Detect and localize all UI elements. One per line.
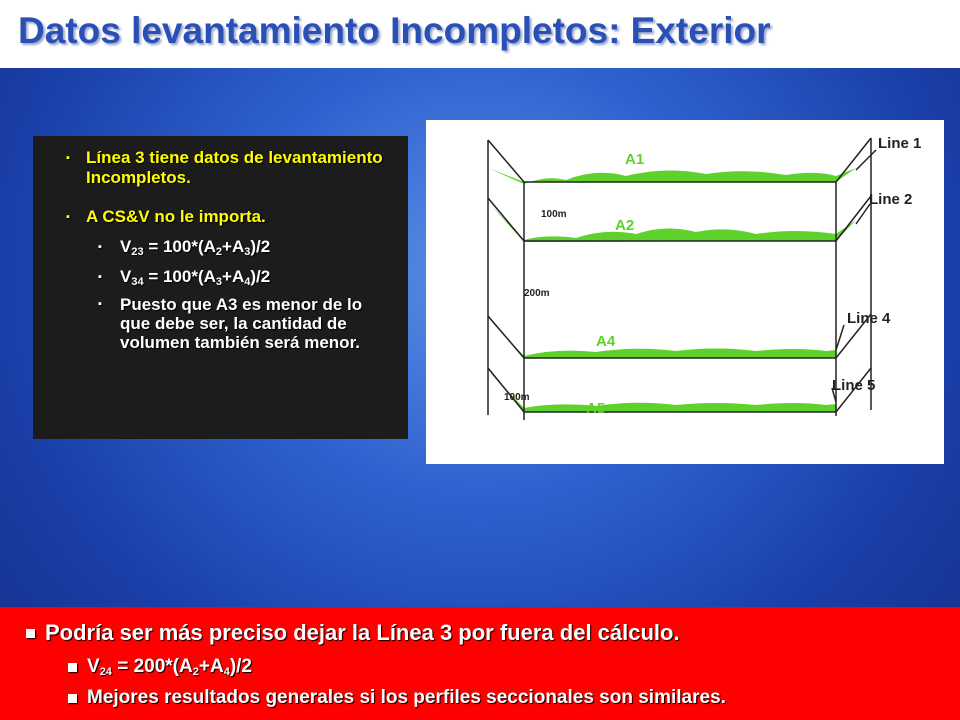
area-label-a4: A4: [596, 333, 616, 350]
formula-mid: +A: [222, 267, 245, 286]
bullet-marker-icon: ▪: [66, 152, 70, 164]
bullet-marker-icon: ▪: [98, 298, 102, 310]
formula-sub-b: 4: [244, 276, 251, 288]
line-label-1: Line 1: [878, 135, 922, 152]
bullet-text: A CS&V no le importa.: [86, 207, 266, 226]
formula-sub-a: 3: [215, 276, 223, 288]
conclusion-text: Mejores resultados generales si los perfiles seccionales son similares.: [87, 687, 726, 708]
formula-v: V: [87, 656, 100, 677]
formula-v: V: [120, 237, 132, 256]
formula-sub-b: 3: [244, 246, 251, 258]
cross-section-figure: [426, 120, 944, 464]
area-a5-shape: [488, 370, 836, 412]
formula-sub-a: 2: [215, 246, 223, 258]
distance-label-1: 100m: [541, 209, 567, 220]
formula-eq: = 200*(A: [111, 656, 193, 677]
area-a2-shape: [488, 202, 856, 242]
formula-eq: = 100*(A: [143, 267, 216, 286]
bullet-text: Línea 3 tiene datos de levantamiento Incompletos.: [86, 148, 383, 187]
conclusion-box: [0, 607, 960, 720]
formula-v23: [98, 237, 271, 262]
bullet-marker-icon: ▪: [66, 211, 70, 223]
bullet-text: Puesto que A3 es menor de lo que debe ser, la cantidad de volumen también será menor.: [120, 295, 363, 352]
bullet-item-a3: [98, 295, 395, 352]
area-label-a2: A2: [615, 217, 635, 234]
formula-v: V: [120, 267, 132, 286]
cross-section-diagram: [426, 120, 944, 464]
formula-sub: 24: [99, 666, 112, 678]
formula-end: )/2: [229, 656, 252, 677]
formula-eq: = 100*(A: [143, 237, 216, 256]
formula-mid: +A: [198, 656, 224, 677]
bullet-item-line3: [66, 148, 386, 188]
conclusion-item-3: [87, 686, 726, 710]
conclusion-text: Podría ser más preciso dejar la Línea 3 por fuera del cálculo.: [45, 620, 680, 645]
area-a4-shape: [488, 318, 836, 358]
leader-line-4: [836, 325, 844, 350]
square-bullet-icon: [68, 663, 77, 672]
square-bullet-icon: [68, 694, 77, 703]
formula-v34: [98, 267, 271, 292]
page-title: Datos levantamiento Incompletos: Exterior: [18, 10, 771, 51]
line-label-4: Line 4: [847, 310, 891, 327]
area-label-a1: A1: [625, 151, 645, 168]
line-label-2: Line 2: [869, 191, 913, 208]
formula-v24: [87, 655, 252, 684]
formula-mid: +A: [222, 237, 245, 256]
conclusion-item-1: [45, 620, 680, 646]
square-bullet-icon: [26, 629, 35, 638]
title-bar: [0, 0, 960, 68]
formula-sub: 34: [131, 276, 144, 288]
formula-sub-a: 2: [192, 666, 199, 678]
area-label-a5: A5: [586, 400, 606, 417]
bullet-marker-icon: ▪: [98, 241, 102, 253]
bullet-item-csv: [66, 207, 386, 227]
distance-label-3: 100m: [504, 392, 530, 403]
formula-end: )/2: [250, 267, 271, 286]
formula-sub: 23: [131, 246, 144, 258]
line-label-5: Line 5: [832, 377, 876, 394]
formula-end: )/2: [250, 237, 271, 256]
distance-label-2: 200m: [524, 288, 550, 299]
text-box: [33, 136, 408, 439]
bullet-marker-icon: ▪: [98, 271, 102, 283]
formula-sub-b: 4: [223, 666, 230, 678]
